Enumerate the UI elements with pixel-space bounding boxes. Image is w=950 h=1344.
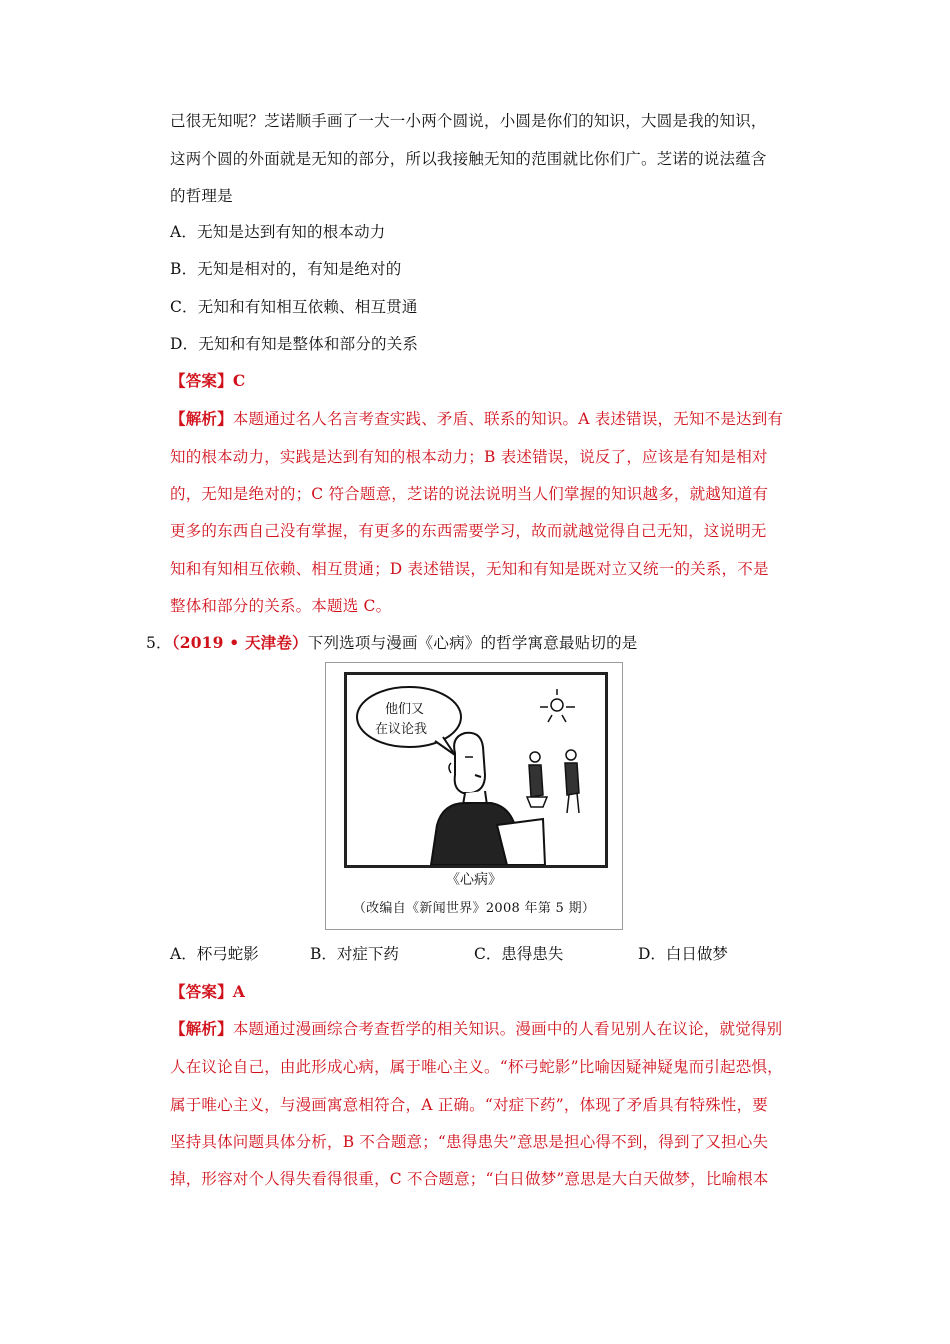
q4-stem-line-2: 这两个圆的外面就是无知的部分，所以我接触无知的范围就比你们广。芝诺的说法蕴含 xyxy=(170,150,767,168)
q4-analysis-line-5: 知和有知相互依赖、相互贯通；D 表述错误，无知和有知是既对立又统一的关系，不是 xyxy=(170,560,769,578)
q4-analysis-line-1 xyxy=(170,409,783,429)
q5-option-a: A．杯弓蛇影 xyxy=(170,945,259,963)
q5-analysis-line-5: 掉，形容对个人得失看得很重，C 不合题意；“白日做梦”意思是大白天做梦，比喻根本 xyxy=(170,1170,769,1188)
q5-option-d: D．白日做梦 xyxy=(638,945,728,963)
speech-bubble-tail xyxy=(435,737,455,755)
q5-source: （2019 • 天津卷） xyxy=(171,633,308,652)
q4-option-d: D．无知和有知是整体和部分的关系 xyxy=(170,335,419,353)
q5-analysis-line-3: 属于唯心主义，与漫画寓意相符合，A 正确。“对症下药”，体现了矛盾具有特殊性，要 xyxy=(170,1096,768,1114)
q4-answer xyxy=(170,371,245,391)
speech-bubble xyxy=(357,687,461,747)
q4-analysis-text-1: 本题通过名人名言考查实践、矛盾、联系的知识。A 表述错误，无知不是达到有 xyxy=(232,410,784,428)
sun-icon xyxy=(540,689,575,722)
q4-analysis-line-3: 的，无知是绝对的；C 符合题意，芝诺的说法说明当人们掌握的知识越多，就越知道有 xyxy=(170,485,769,503)
q5-analysis-label: 【解析】 xyxy=(170,1019,233,1038)
q4-option-b: B．无知是相对的，有知是绝对的 xyxy=(170,260,402,278)
q5-answer-value: A xyxy=(232,982,246,1001)
q4-analysis-line-6: 整体和部分的关系。本题选 C。 xyxy=(170,597,392,615)
q4-stem-line-3: 的哲理是 xyxy=(170,187,233,205)
q5-stem-text: 下列选项与漫画《心病》的哲学寓意最贴切的是 xyxy=(307,634,638,652)
q5-option-b: B．对症下药 xyxy=(310,945,399,963)
q5-analysis-line-4: 坚持具体问题具体分析，B 不合题意；“患得患失”意思是担心得不到，得到了又担心失 xyxy=(170,1133,769,1151)
cartoon-source: （改编自《新闻世界》2008 年第 5 期） xyxy=(352,901,596,916)
cartoon-figure xyxy=(325,662,623,930)
cartoon-title: 《心病》 xyxy=(446,872,502,888)
q5-stem xyxy=(146,633,637,653)
q4-stem-line-1: 己很无知呢？芝诺顺手画了一大一小两个圆说，小圆是你们的知识，大圆是我的知识， xyxy=(170,112,767,130)
q5-analysis-line-2: 人在议论自己，由此形成心病，属于唯心主义。“杯弓蛇影”比喻因疑神疑鬼而引起恐惧， xyxy=(170,1058,783,1076)
q5-answer-label: 【答案】 xyxy=(170,982,233,1001)
q4-option-a: A．无知是达到有知的根本动力 xyxy=(170,223,386,241)
q4-analysis-line-4: 更多的东西自己没有掌握，有更多的东西需要学习，故而就越觉得自己无知，这说明无 xyxy=(170,522,767,540)
q4-answer-value: C xyxy=(232,371,246,390)
cartoon-frame xyxy=(344,672,608,868)
q5-option-c: C．患得患失 xyxy=(474,945,564,963)
cartoon-drawing xyxy=(347,675,605,865)
distant-people xyxy=(527,750,579,813)
q5-analysis-line-1 xyxy=(170,1019,782,1039)
q5-number: 5． xyxy=(146,634,172,652)
q4-analysis-label: 【解析】 xyxy=(170,409,233,428)
q5-answer xyxy=(170,982,245,1002)
q4-option-c: C．无知和有知相互依赖、相互贯通 xyxy=(170,298,418,316)
q5-analysis-text-1: 本题通过漫画综合考查哲学的相关知识。漫画中的人看见别人在议论，就觉得别 xyxy=(232,1020,783,1038)
q4-answer-label: 【答案】 xyxy=(170,371,233,390)
bubble-line-1: 他们又 xyxy=(385,702,425,717)
q4-analysis-line-2: 知的根本动力，实践是达到有知的根本动力；B 表述错误，说反了，应该是有知是相对 xyxy=(170,448,768,466)
bubble-line-2: 在议论我 xyxy=(375,722,428,737)
